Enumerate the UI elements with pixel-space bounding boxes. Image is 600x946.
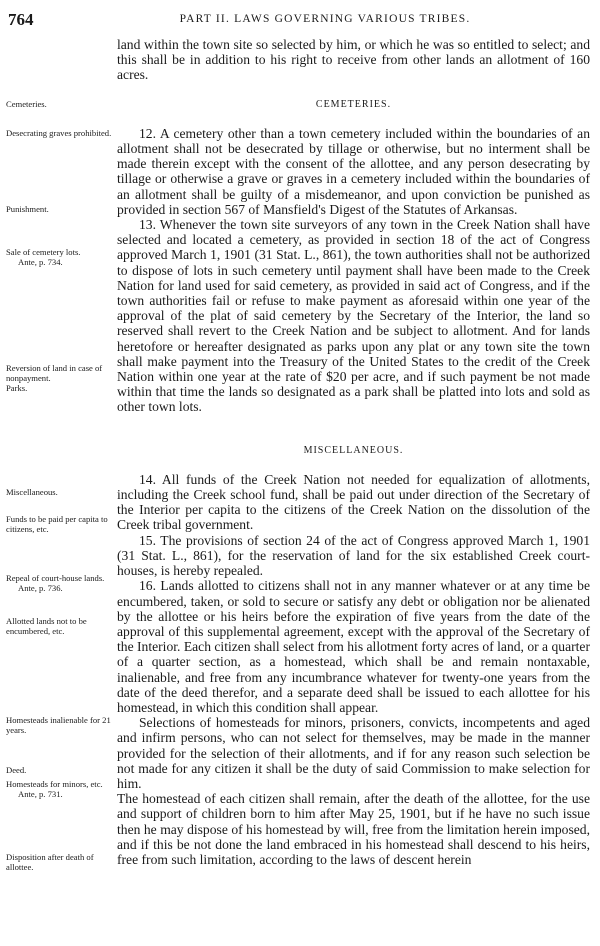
paragraph-16-homestead-selections: Selections of homesteads for minors, prisoners, convicts, incompetents and aged and infirm persons, who can not select for themselves, may be made in the manner provided for the selection of their allotments, and if for any reason such selection be not made for any citizen it shall be the duty of said Commission to make selection for him. (117, 715, 590, 791)
margin-note-homesteads-inalienable: Homesteads inalienable for 21 years. (6, 715, 111, 735)
margin-note-repeal-text: Repeal of court-house lands. (6, 573, 105, 583)
margin-note-disposition: Disposition after death of allottee. (6, 852, 94, 872)
margin-note-sale-cemetery-ante: Ante, p. 734. (18, 256, 63, 267)
margin-note-homesteads-minors (6, 780, 112, 799)
margin-note-cemeteries: Cemeteries. (6, 99, 47, 109)
margin-note-sale-cemetery (6, 248, 112, 267)
margin-note-homesteads-minors-ante: Ante, p. 731. (18, 788, 63, 799)
margin-note-repeal (6, 574, 112, 593)
body-text (117, 37, 590, 867)
margin-note-deed: Deed. (6, 765, 27, 775)
paragraph-intro: land within the town site so selected by him, or which he was so entitled to select; and this shall be in addition to his right to receive from other lands an allotment of 160 acres. (117, 37, 590, 83)
paragraph-13: 13. Whenever the town site surveyors of any town in the Creek Nation shall have selected and located a cemetery, as provided in section 18 of the act of Congress approved March 1, 1901 (31 Stat. L., 861), the town authorities shall not be authorized to dispose of lots in such cemetery until payment shall have been made to the Creek Nation for land used for said cemetery, as provided in said act of Congress, and if the town authorities fail or refuse to make payment as aforesaid within one year of the approval of the plat of said cemetery by the Secretary of the Interior, the land so reserved shall revert to the Creek Nation and be subject to allotment. And for lands heretofore or hereafter designated as parks upon any plat or any town site the town shall make payment into the Treasury of the United States to the credit of the Creek Nation within one year at the rate of $20 per acre, and if such payment be not made within that time the lands so designated as a park shall be platted into lots and sold as other town lots. (117, 217, 590, 415)
margin-note-miscellaneous: Miscellaneous. (6, 487, 58, 497)
page-number: 764 (8, 10, 34, 29)
paragraph-16: 16. Lands allotted to citizens shall not in any manner whatever or at any time be encumbered, taken, or sold to secure or satisfy any debt or obligation nor be alienated by the allottee or his heirs before the expiration of five years from the date of the approval of this supplemental agreement, except with the approval of the Secretary of the Interior. Each citizen shall select from his allotment forty acres of land, or a quarter of a quarter section, as a homestead, which shall be and remain nontaxable, inalienable, and free from any incumbrance whatever for twenty-one years from the date of the deed therefor, and a separate deed shall be issued to each allottee for his homestead, in which this condition shall appear. (117, 578, 590, 715)
margin-note-desecrating: Desecrating graves prohibited. (6, 128, 112, 138)
heading-cemeteries: CEMETERIES. (315, 98, 392, 110)
margin-note-sale-cemetery-text: Sale of cemetery lots. (6, 247, 81, 257)
margin-note-funds: Funds to be paid per capita to citizens, etc. (6, 514, 108, 534)
margin-note-homesteads-minors-text: Homesteads for minors, etc. (6, 779, 103, 789)
paragraph-15: 15. The provisions of section 24 of the act of Congress approved March 1, 1901 (31 Stat. L., 861), for the reservation of land for the six established Creek court-houses, is hereby repealed. (117, 532, 590, 579)
running-title: PART II. LAWS GOVERNING VARIOUS TRIBES. (179, 13, 471, 25)
margin-note-punishment: Punishment. (6, 204, 49, 214)
page-header (0, 10, 600, 30)
paragraph-12: 12. A cemetery other than a town cemetery included within the boundaries of an allotment shall not be desecrated by tillage or otherwise, but no interment shall be made therein except with the consent of the allottee, and any person desecrating by tillage or otherwise a grave or graves in a cemetery included within the boundaries of an allotment shall be guilty of a misdemeanor, and upon conviction be punished as provided in section 567 of Mansfield's Digest of the Statutes of Arkansas. (117, 125, 590, 217)
margin-note-parks: Parks. (6, 383, 28, 393)
heading-miscellaneous: MISCELLANEOUS. (303, 444, 404, 456)
paragraph-14: 14. All funds of the Creek Nation not needed for equalization of allotments, including the Creek school fund, shall be paid out under direction of the Secretary of the Interior per capita to the citizens of the Creek Nation on the dissolution of the Creek tribal government. (117, 471, 590, 533)
margin-note-repeal-ante: Ante, p. 736. (18, 582, 63, 593)
paragraph-16-homestead-descent: The homestead of each citizen shall remain, after the death of the allottee, for the use and support of children born to him after May 25, 1901, but if he have no such issue then he may dispose of his homestead by will, free from the limitation herein imposed, and if this be not done the land embraced in his homestead shall descend to his heirs, free from such limitation, according to the laws of descent herein (117, 791, 590, 867)
margin-note-allotted: Allotted lands not to be encumbered, etc. (6, 616, 87, 636)
margin-note-reversion: Reversion of land in case of nonpayment. (6, 363, 103, 383)
